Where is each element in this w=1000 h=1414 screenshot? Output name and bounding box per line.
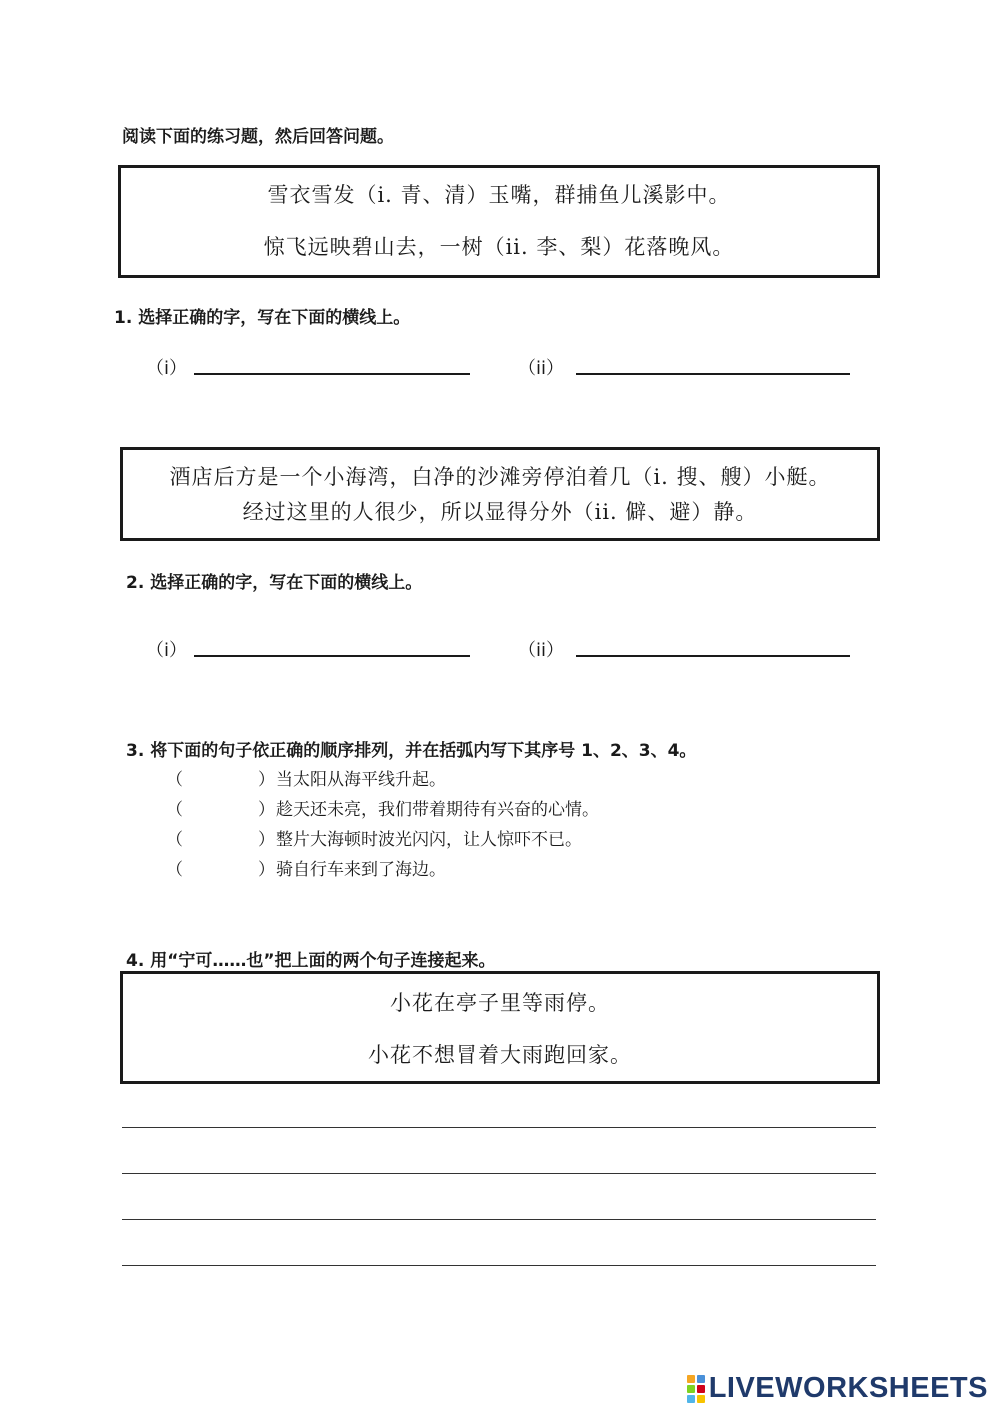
sentence-box [120,971,880,1084]
question-4-prompt: 4. 用“宁可……也”把上面的两个句子连接起来。 [126,951,496,971]
writing-line-3[interactable] [122,1219,876,1220]
paren-close: ） [258,800,275,820]
q2-answer-ii-field[interactable] [576,655,850,657]
passage-1-line-2: 惊飞远映碧山去，一树（ii. 李、梨）花落晚风。 [263,235,735,259]
passage-box-2 [120,447,880,541]
passage-box-1 [118,165,880,278]
paren-open: （ [166,770,183,790]
order-item-1-text: 当太阳从海平线升起。 [276,770,446,790]
paren-open: （ [166,830,183,850]
q1-answer-ii-field[interactable] [576,373,850,375]
question-2-prompt: 2. 选择正确的字，写在下面的横线上。 [126,573,423,593]
q1-label-ii: （ii） [518,358,565,379]
q2-answer-i-field[interactable] [194,655,470,657]
sentence-1: 小花在亭子里等雨停。 [390,991,610,1015]
passage-2-line-2: 经过这里的人很少，所以显得分外（ii. 僻、避）静。 [242,500,758,524]
writing-line-1[interactable] [122,1127,876,1128]
order-input-1[interactable] [182,765,252,787]
question-1-prompt: 1. 选择正确的字，写在下面的横线上。 [114,308,411,328]
writing-line-2[interactable] [122,1173,876,1174]
order-input-2[interactable] [182,795,252,817]
q2-label-ii: （ii） [518,640,565,661]
liveworksheets-brand [687,1372,988,1405]
q2-label-i: （i） [146,640,188,661]
passage-1-line-1: 雪衣雪发（i. 青、清）玉嘴，群捕鱼儿溪影中。 [267,183,731,207]
sentence-2: 小花不想冒着大雨跑回家。 [368,1043,632,1067]
question-3-prompt: 3. 将下面的句子依正确的顺序排列，并在括弧内写下其序号 1、2、3、4。 [126,741,697,761]
liveworksheets-logo-icon [687,1375,705,1403]
instruction-text: 阅读下面的练习题，然后回答问题。 [122,127,394,147]
paren-close: ） [258,860,275,880]
paren-close: ） [258,830,275,850]
paren-open: （ [166,860,183,880]
q1-answer-i-field[interactable] [194,373,470,375]
order-input-4[interactable] [182,855,252,877]
paren-open: （ [166,800,183,820]
order-item-4-text: 骑自行车来到了海边。 [276,860,446,880]
order-item-3-text: 整片大海顿时波光闪闪，让人惊吓不已。 [276,830,582,850]
paren-close: ） [258,770,275,790]
writing-line-4[interactable] [122,1265,876,1266]
order-item-2-text: 趁天还未亮，我们带着期待有兴奋的心情。 [276,800,599,820]
order-input-3[interactable] [182,825,252,847]
passage-2-line-1: 酒店后方是一个小海湾，白净的沙滩旁停泊着几（i. 搜、艘）小艇。 [169,465,831,489]
brand-name: LIVEWORKSHEETS [708,1372,988,1404]
q1-label-i: （i） [146,358,188,379]
